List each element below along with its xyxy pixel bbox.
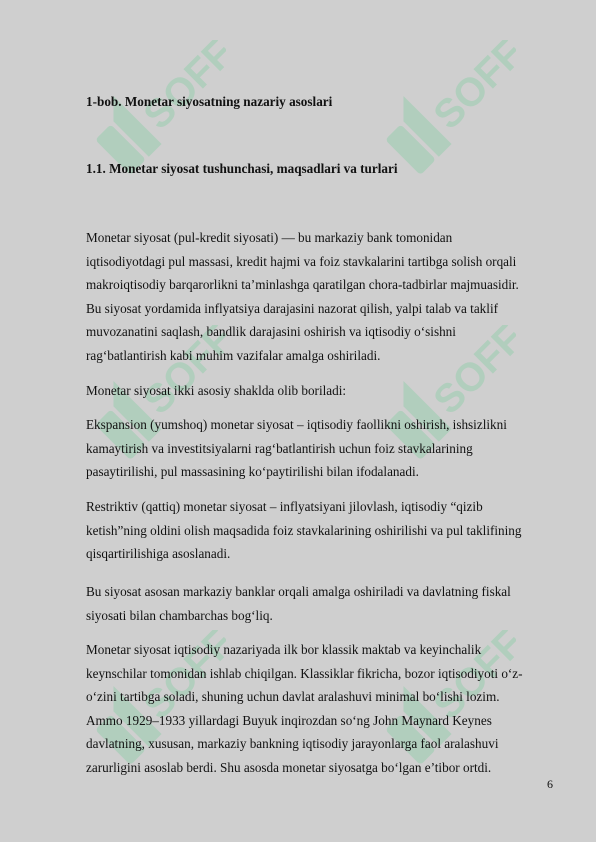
section-title: 1.1. Monetar siyosat tushunchasi, maqsadlari va turlari (86, 161, 398, 176)
paragraph-fiscal-link: Bu siyosat asosan markaziy banklar orqali amalga oshiriladi va davlatning fiskal siyosati bilan chambarchas bog‘liq. (86, 584, 511, 623)
svg-text:SOFF: SOFF (135, 325, 226, 423)
svg-text:SOFF: SOFF (425, 325, 516, 423)
chapter-title: 1-bob. Monetar siyosatning nazariy asoslari (86, 94, 333, 109)
svg-text:SOFF: SOFF (135, 40, 226, 138)
paragraph-history: Monetar siyosat iqtisodiy nazariyada ilk bor klassik maktab va keyinchalik keynschilar tomonidan ishlab chiqilgan. Klassiklar fikricha, bozor iqtisodiyoti o‘z- o‘zini tartibga soladi, shuning uchun davlat aralashuvi minimal bo‘lishi lozim. Ammo 1929–1933 yillardagi Buyuk inqirozdan so‘ng John Maynard Keynes davlatning, xususan, markaziy bankning iqtisodiy jarayonlarga faol aralashuvi zarurligini asoslab berdi. Shu asosda monetar siyosatga bo‘lgan e’tibor ortdi. (86, 642, 523, 775)
page-number: 6 (547, 777, 553, 791)
paragraph-forms-intro: Monetar siyosat ikki asosiy shaklda olib boriladi: (86, 383, 347, 398)
svg-text:SOFF: SOFF (425, 40, 516, 138)
svg-text:SOFF: SOFF (135, 630, 226, 728)
paragraph-restrictive: Restriktiv (qattiq) monetar siyosat – inflyatsiyani jilovlash, iqtisodiy “qizib ketish”ning oldini olish maqsadida foiz stavkalarining oshirilishi va pul taklifining qisqartirilishiga asoslanadi. (86, 499, 522, 562)
paragraph-definition: Monetar siyosat (pul-kredit siyosati) — bu markaziy bank tomonidan iqtisodiyotdagi pul massasi, kredit hajmi va foiz stavkalarini tartibga solish orqali makroiqtisodiy barqarorlikni ta’minlashga qaratilgan chora-tadbirlar majmuasidir. Bu siyosat yordamida inflyatsiya darajasini nazorat qilish, yalpi talab va taklif muvozanatini saqlash, bandlik darajasini oshirish va iqtisodiy o‘sishni rag‘batlantirish kabi muhim vazifalar amalga oshiriladi. (86, 230, 519, 363)
paragraph-expansionary: Ekspansion (yumshoq) monetar siyosat – iqtisodiy faollikni oshirish, ishsizlikni kamaytirish va investitsiyalarni rag‘batlantirish uchun foiz stavkalarining pasaytirilishi, pul massasining ko‘paytirilishi bilan ifodalanadi. (86, 417, 507, 480)
svg-text:SOFF: SOFF (425, 630, 516, 728)
